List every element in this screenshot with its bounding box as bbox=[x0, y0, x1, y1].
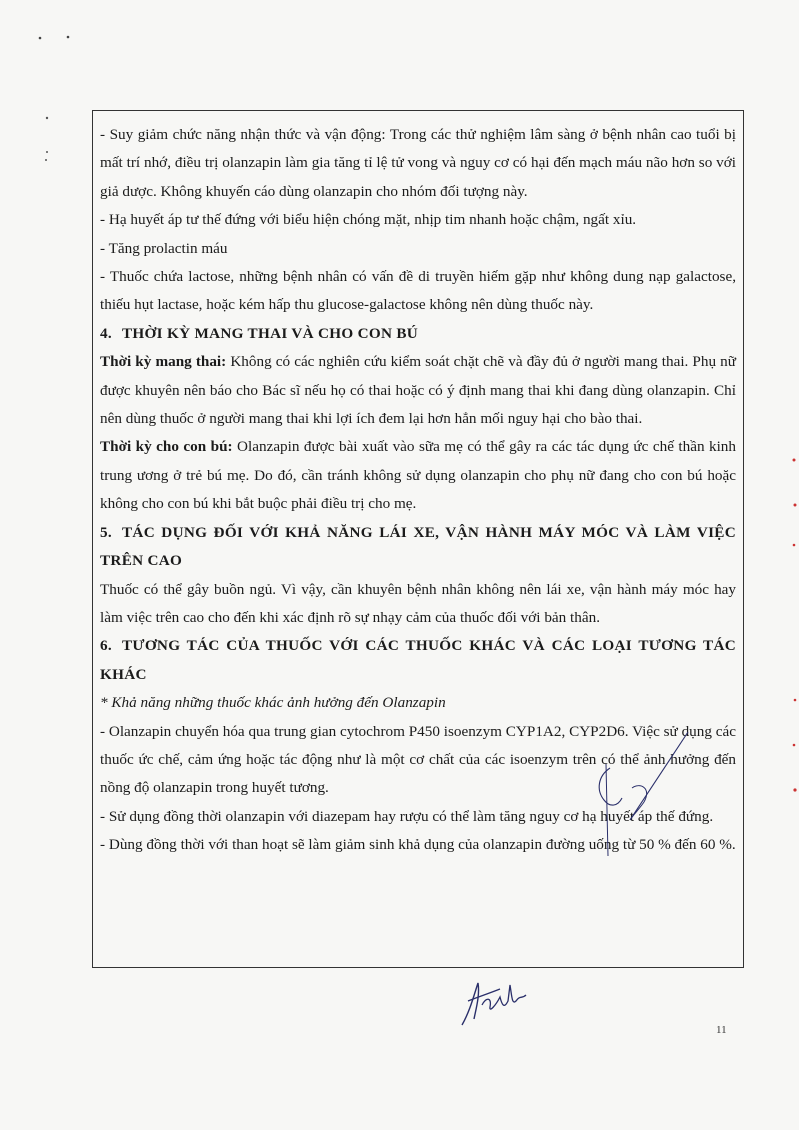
section-6-heading bbox=[100, 632, 736, 689]
pen-scribble bbox=[560, 728, 700, 878]
section-6-number: 6. bbox=[100, 637, 112, 655]
paragraph-prolactin: - Tăng prolactin máu bbox=[100, 239, 228, 257]
paragraph-breastfeeding bbox=[100, 433, 736, 518]
paragraph-cyp450: - Olanzapin chuyển hóa qua trung gian cytochrom P450 isoenzym CYP1A2, CYP2D6. Việc sử dụng các thuốc ức chế, cảm ứng hoặc tác động như là một cơ chất của các isoenzym trên có thể ảnh hưởng đến nồng độ olanzapin trong huyết tương. bbox=[100, 722, 736, 797]
section-4-heading bbox=[100, 320, 736, 348]
paragraph-diazepam: - Sử dụng đồng thời olanzapin với diazepam hay rượu có thể làm tăng nguy cơ hạ huyết áp thế đứng. bbox=[100, 807, 714, 825]
signature-icon bbox=[456, 975, 536, 1035]
paragraph-lactose: - Thuốc chứa lactose, những bệnh nhân có vấn đề di truyền hiếm gặp như không dung nạp galactose, thiếu hụt lactase, hoặc kém hấp thu glucose-galactose không nên dùng thuốc này. bbox=[100, 268, 736, 314]
pregnancy-label: Thời kỳ mang thai: bbox=[100, 353, 227, 371]
section-5-heading bbox=[100, 519, 736, 576]
section-6-title: TƯƠNG TÁC CỦA THUỐC VỚI CÁC THUỐC KHÁC VÀ CÁC LOẠI TƯƠNG TÁC KHÁC bbox=[100, 637, 736, 683]
paragraph-pregnancy bbox=[100, 348, 736, 433]
pregnancy-text: Không có các nghiên cứu kiểm soát chặt chẽ và đầy đủ ở người mang thai. Phụ nữ được khuyên nên báo cho Bác sĩ nếu họ có thai hoặc có ý định mang thai khi đang dùng olanzapin. Chỉ nên dùng thuốc ở người mang thai khi lợi ích đem lại hơn hẳn mối nguy hại cho bào thai. bbox=[100, 353, 736, 428]
section-4-title: THỜI KỲ MANG THAI VÀ CHO CON BÚ bbox=[122, 324, 419, 342]
paragraph-cognitive-impairment: - Suy giảm chức năng nhận thức và vận động: Trong các thử nghiệm lâm sàng ở bệnh nhân cao tuổi bị mất trí nhớ, điều trị olanzapin làm gia tăng tỉ lệ tử vong và nguy cơ có hại đến mạch máu não hơn so với giả dược. Không khuyến cáo dùng olanzapin cho nhóm đối tượng này. bbox=[100, 126, 736, 200]
paragraph-charcoal: - Dùng đồng thời với than hoạt sẽ làm giảm sinh khả dụng của olanzapin đường uống từ 50 % đến 60 %. bbox=[100, 836, 736, 854]
paragraph-orthostatic-hypotension: - Hạ huyết áp tư thế đứng với biểu hiện chóng mặt, nhịp tim nhanh hoặc chậm, ngất xỉu. bbox=[100, 211, 637, 229]
paragraph-driving: Thuốc có thể gây buồn ngủ. Vì vậy, cần khuyên bệnh nhân không nên lái xe, vận hành máy móc hay làm việc trên cao cho đến khi xác định rõ sự nhạy cảm của thuốc đối với bản thân. bbox=[100, 580, 736, 626]
section-5-number: 5. bbox=[100, 523, 112, 541]
breastfeeding-label: Thời kỳ cho con bú: bbox=[100, 438, 233, 456]
breastfeeding-text: Olanzapin được bài xuất vào sữa mẹ có thể gây ra các tác dụng ức chế thần kinh trung ương ở trẻ bú mẹ. Do đó, cần tránh không sử dụng olanzapin cho phụ nữ đang cho con bú hoặc không cho con bú khi bắt buộc phải điều trị cho mẹ. bbox=[100, 438, 736, 513]
section-6-subheading: * Khả năng những thuốc khác ảnh hưởng đến Olanzapin bbox=[100, 694, 446, 712]
page-number: 11 bbox=[716, 1024, 727, 1036]
section-5-title: TÁC DỤNG ĐỐI VỚI KHẢ NĂNG LÁI XE, VẬN HÀNH MÁY MÓC VÀ LÀM VIỆC TRÊN CAO bbox=[100, 523, 736, 570]
section-4-number: 4. bbox=[100, 324, 112, 342]
